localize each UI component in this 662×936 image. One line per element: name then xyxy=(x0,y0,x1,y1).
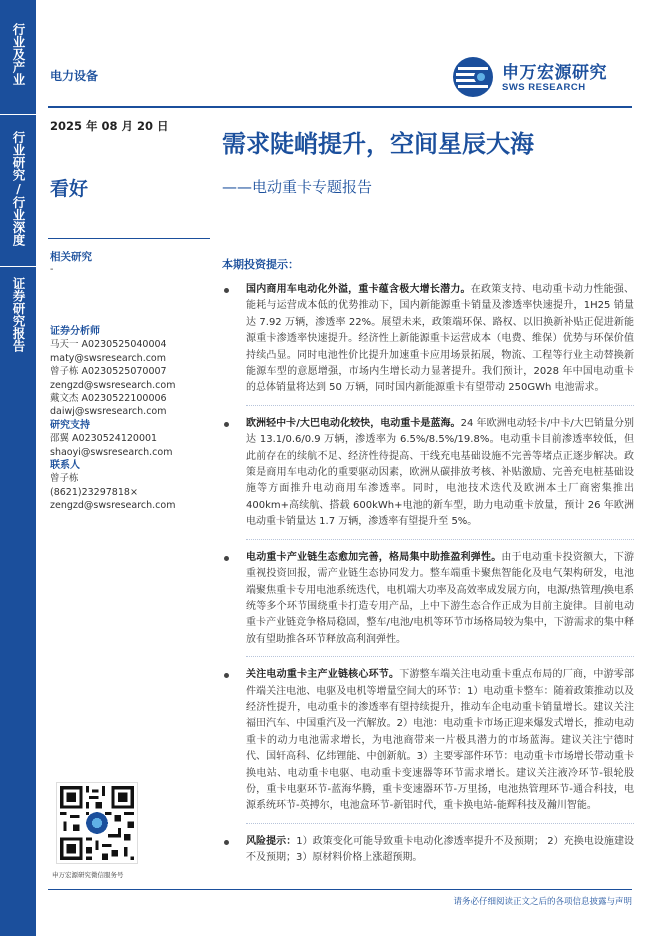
qr-code[interactable] xyxy=(56,782,138,864)
tip-text: 1）政策变化可能导致重卡电动化渗透率提升不及预期； 2）充换电设施建设不及预期；3）原材料价格上涨超预期。 xyxy=(246,835,635,864)
side-section-research-type: 行业研究/行业深度 xyxy=(0,114,36,261)
header-rule xyxy=(48,106,632,108)
tip-text: 24 年欧洲电动轻卡/中卡/大巴销量分别达 13.1/0.6/0.9 万辆，渗透率为 6.5%/8.5%/19.8%。电动重卡目前渗透率较低，但此前存在的续航不足、经济性待提高、干线充电基础设施不完善等堵点正逐步解决。政策是商用车电动化的重要驱动因素，欧洲从碳排放考核、补贴激励、完善充电桩基础设施等方面推升电动商用车渗透率。同时，电池技术迭代及欧洲本土厂商密集推出 400km+高续航、搭载 600kWh+电池的新车型，助力电动重卡放量，预计 26 年欧洲电动重卡销量达 1.7 万辆，渗透率有望提升至 5%。 xyxy=(246,417,634,528)
contact-name: 曾子栋 xyxy=(50,473,79,485)
contact-title: 联系人 xyxy=(50,460,80,472)
logo-chinese-name: 申万宏源研究 xyxy=(502,63,607,83)
tip-lead: 关注电动重卡主产业链核心环节。 xyxy=(246,669,400,681)
contact-phone: (8621)23297818× xyxy=(50,486,138,498)
analyst-line: 戴文杰 A0230522100006 xyxy=(50,393,167,405)
sws-logo xyxy=(452,52,642,100)
analyst-email[interactable]: maty@swsresearch.com xyxy=(50,352,166,364)
analyst-title: 证券分析师 xyxy=(50,326,100,337)
side-section-industry: 行业及产业 xyxy=(11,22,26,86)
report-date: 2025 年 08 月 20 日 xyxy=(50,119,169,133)
footer-disclaimer: 请务必仔细阅读正文之后的各项信息披露与声明 xyxy=(453,897,632,907)
related-research-title: 相关研究 xyxy=(50,251,92,263)
tip-lead: 风险提示： xyxy=(246,835,297,847)
analyst-email[interactable]: daiwj@swsresearch.com xyxy=(50,406,167,418)
tip-text: 下游整车端关注电动重卡重点布局的厂商，中游零部件端关注电池、电驱及电机等增量空间大的环节：1）电动重卡整车：随着政策推动以及经济性提升，电动重卡的渗透率有望持续提升，推动车企电动重卡销量增长。建议关注福田汽车、中国重汽及一汽解放。2）电池：电动重卡市场正迎来爆发式增长，推动电动重卡的动力电池需求增长，为电池商带来一片极具潜力的市场蓝海。建议关注宁德时代、国轩高科、亿纬锂能、中创新航。3）主要零部件环节：电动重卡市场增长带动重卡换电站、电动重卡电驱、电动重卡变速器等环节需求增长。建议关注液冷环节-银轮股份，重卡电驱环节-蓝海华腾，重卡变速器环节-万里扬，电池热管理环节-通合科技，电源系统环节-英搏尔，电池盒环节-新铝时代，重卡换电站-能辉科技及瀚川智能。 xyxy=(246,669,635,812)
bullet-icon xyxy=(224,288,229,293)
sws-logo-icon xyxy=(452,56,494,98)
rating: 看好 xyxy=(50,178,89,200)
tip-lead: 欧洲轻中卡/大巴电动化较快，电动重卡是蓝海。 xyxy=(246,417,461,429)
tip-item xyxy=(222,282,634,397)
divider xyxy=(246,823,634,824)
footer-rule xyxy=(48,889,632,890)
analyst-block xyxy=(50,325,210,513)
report-title: 需求陡峭提升，空间星辰大海 xyxy=(222,130,534,158)
contact-email[interactable]: zengzd@swsresearch.com xyxy=(50,500,176,512)
tip-item xyxy=(222,667,634,815)
related-research-value: - xyxy=(50,264,54,275)
qr-caption: 申万宏源研究微信服务号 xyxy=(52,871,124,879)
bullet-icon xyxy=(224,422,229,427)
tip-item xyxy=(222,834,634,867)
side-section-report-type: 证券研究报告 xyxy=(0,266,36,361)
divider xyxy=(246,405,634,406)
report-subtitle: ——电动重卡专题报告 xyxy=(222,178,373,196)
qr-code-icon xyxy=(57,783,137,863)
tip-item xyxy=(222,550,634,648)
bullet-icon xyxy=(224,556,229,561)
support-email[interactable]: shaoyi@swsresearch.com xyxy=(50,446,173,458)
tip-lead: 国内商用车电动化外溢，重卡蕴含极大增长潜力。 xyxy=(246,284,471,295)
analyst-email[interactable]: zengzd@swsresearch.com xyxy=(50,379,176,391)
tips-title: 本期投资提示： xyxy=(222,258,299,271)
tip-text: 由于电动重卡投资额大，下游重视投资回报，需产业链生态协同发力。整车端重卡聚焦智能化及电气架构研发，电池端聚焦重卡专用电池系统迭代，电机端大功率及高效率成发展方向，电源/热管理/换电系统等多个环节围绕重卡打造专用产品，上中下游生态合作正成为目前主旋律。目前电动重卡产业链竞争格局稳固，整车/电池/电机等环节市场格局较为集中，下游需求的集中释放有望助推各环节释放高利润弹性。 xyxy=(246,551,635,645)
logo-english-name: SWS RESEARCH xyxy=(502,82,586,93)
industry-label: 电力设备 xyxy=(50,69,99,83)
bullet-icon xyxy=(224,840,229,845)
tip-item xyxy=(222,416,634,531)
divider xyxy=(246,539,634,540)
tip-text: 在政策支持、电动重卡动力性能强、能耗与运营成本低的优势推动下，国内新能源重卡销量及渗透率快速提升，1H25 销量达 7.92 万辆，渗透率 22%。展望未来，政策端环保、路权、以旧换新补贴正促进新能源重卡渗透率快速提升。经济性上新能源重卡运营成本（电费、维保）优势与环保价值持续凸显。同时电池性价比提升加速重卡应用场景拓展，物流、工程等行业主动替换新能源车型的意愿增强，市场内生增长动力显著提升。我们预计，2028 年中国电动重卡的总体销量将达到 50 万辆，同时国内新能源重卡有望带动 250GWh 电池需求。 xyxy=(246,284,635,394)
investment-tips xyxy=(222,256,634,875)
left-column-rule xyxy=(48,238,210,239)
support-title: 研究支持 xyxy=(50,419,90,431)
divider xyxy=(246,656,634,657)
analyst-line: 曾子栋 A0230525070007 xyxy=(50,366,167,378)
analyst-line: 马天一 A0230525040004 xyxy=(50,339,167,351)
support-line: 邵翼 A0230524120001 xyxy=(50,433,158,445)
bullet-icon xyxy=(224,673,229,678)
tip-lead: 电动重卡产业链生态愈加完善，格局集中助推盈利弹性。 xyxy=(246,551,502,563)
